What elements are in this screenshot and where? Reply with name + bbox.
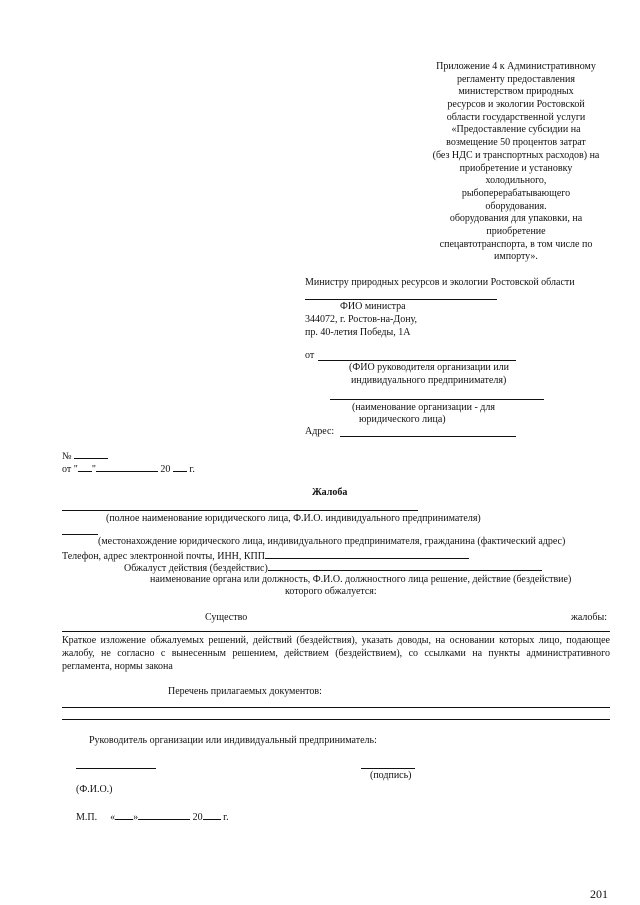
appendix-line: оборудования. xyxy=(485,200,547,212)
stamp-month-field[interactable] xyxy=(138,810,190,820)
attachments-label: Перечень прилагаемых документов: xyxy=(168,686,322,697)
stamp-quote-close: » xyxy=(133,812,139,823)
location-hint: (местонахождение юридического лица, индивидуального предпринимателя, гражданина (фактический адрес) xyxy=(98,536,566,547)
sender-org-hint: (наименование организации - для xyxy=(352,402,495,413)
appendix-line: приобретение и установку xyxy=(459,162,573,174)
doc-date-row xyxy=(62,462,195,477)
doc-date-year-suffix: г. xyxy=(189,464,195,475)
appendix-line: «Предоставление субсидии на xyxy=(451,124,581,136)
doc-number-label: № xyxy=(62,451,72,462)
stamp-row xyxy=(76,810,229,825)
stamp-label: М.П. xyxy=(76,812,98,823)
sender-org-hint: юридического лица) xyxy=(359,414,446,425)
sender-fio-hint: индивидуального предпринимателя) xyxy=(351,375,507,386)
appendix-line: регламенту предоставления xyxy=(456,73,575,85)
sender-from-label: от xyxy=(305,350,315,361)
page-number: 201 xyxy=(590,887,608,901)
appendix-line: министерством природных xyxy=(458,86,574,98)
summary-text: Краткое изложение обжалуемых решений, действий (бездействия), указать доводы, на основании которых лицо, подающее жалобу, не согласно с вынесенным решением, действием (бездействием), со ссылками на пункты административного регламента, нормы закона xyxy=(62,635,610,672)
contacts-label: Телефон, адрес электронной почты, ИНН, КПП xyxy=(62,551,266,562)
appendix-line: рыбоперерабатывающего xyxy=(461,187,571,199)
appealed-label: Обжалуст действия (бездействис) xyxy=(124,563,268,574)
contacts-field[interactable] xyxy=(265,549,469,559)
stamp-quote-open: « xyxy=(110,812,116,823)
location-line[interactable] xyxy=(62,534,98,535)
legal-name-hint: (полное наименование юридического лица, Ф.И.О. индивидуального предпринимателя) xyxy=(106,513,481,524)
minister-fio-line[interactable] xyxy=(305,299,497,300)
appealed-hint: которого обжалуется: xyxy=(285,586,377,597)
appendix-line: области государственной услуги xyxy=(446,111,586,123)
addressee-address-line1: 344072, г. Ростов-на-Дону, xyxy=(305,314,418,325)
appealed-field[interactable] xyxy=(268,561,542,571)
signature-hint: (подпись) xyxy=(370,770,412,781)
sender-address-label: Адрес: xyxy=(305,426,335,437)
doc-date-from: от " xyxy=(62,464,78,475)
doc-number-field[interactable] xyxy=(74,449,108,459)
appendix-note xyxy=(420,61,612,264)
doc-date-day-field[interactable] xyxy=(78,462,92,472)
complaint-title: Жалоба xyxy=(312,487,348,498)
addressee-address-line2: пр. 40-летия Победы, 1А xyxy=(305,327,411,338)
appealed-hint: наименование органа или должность, Ф.И.О. должностного лица решение, действие (бездействие) xyxy=(150,574,572,585)
doc-date-year-prefix: 20 xyxy=(160,464,171,475)
sender-fio-hint: (ФИО руководителя организации или xyxy=(349,362,509,373)
fio-hint: (Ф.И.О.) xyxy=(76,784,113,795)
addressee-ministry: Министру природных ресурсов и экологии Ростовской области xyxy=(305,277,575,288)
attachments-line[interactable] xyxy=(62,707,610,708)
appendix-line: холодильного, xyxy=(485,175,547,187)
stamp-year-prefix: 20 xyxy=(192,812,203,823)
appendix-line: возмещение 50 процентов затрат xyxy=(446,137,586,149)
appendix-line: Приложение 4 к Административному xyxy=(436,61,596,72)
stamp-day-field[interactable] xyxy=(115,810,133,820)
appendix-line: спецавтотранспорта, в том числе по xyxy=(439,238,593,250)
essence-left: Существо xyxy=(205,612,248,623)
legal-name-line[interactable] xyxy=(62,510,418,511)
essence-line[interactable] xyxy=(62,631,610,632)
attachments-line[interactable] xyxy=(62,719,610,720)
stamp-year-suffix: г. xyxy=(223,812,229,823)
minister-fio-hint: ФИО министра xyxy=(340,301,406,312)
fio-sign-line[interactable] xyxy=(76,768,156,769)
appendix-line: приобретение xyxy=(486,225,546,237)
appendix-line: импорту». xyxy=(494,251,538,263)
sender-address-line[interactable] xyxy=(340,436,516,437)
signature-line[interactable] xyxy=(361,768,415,769)
essence-right: жалобы: xyxy=(571,612,608,623)
sender-org-line[interactable] xyxy=(330,399,544,400)
appendix-line: оборудования для упаковки, на xyxy=(449,213,583,225)
doc-date-year-field[interactable] xyxy=(173,462,187,472)
doc-date-month-field[interactable] xyxy=(96,462,158,472)
head-label: Руководитель организации или индивидуальный предприниматель: xyxy=(89,735,377,746)
appendix-line: (без НДС и транспортных расходов) на xyxy=(432,149,600,161)
appendix-line: ресурсов и экологии Ростовской xyxy=(447,99,585,111)
sender-fio-line[interactable] xyxy=(318,360,516,361)
doc-date-quote: " xyxy=(91,464,96,475)
stamp-year-field[interactable] xyxy=(203,810,221,820)
